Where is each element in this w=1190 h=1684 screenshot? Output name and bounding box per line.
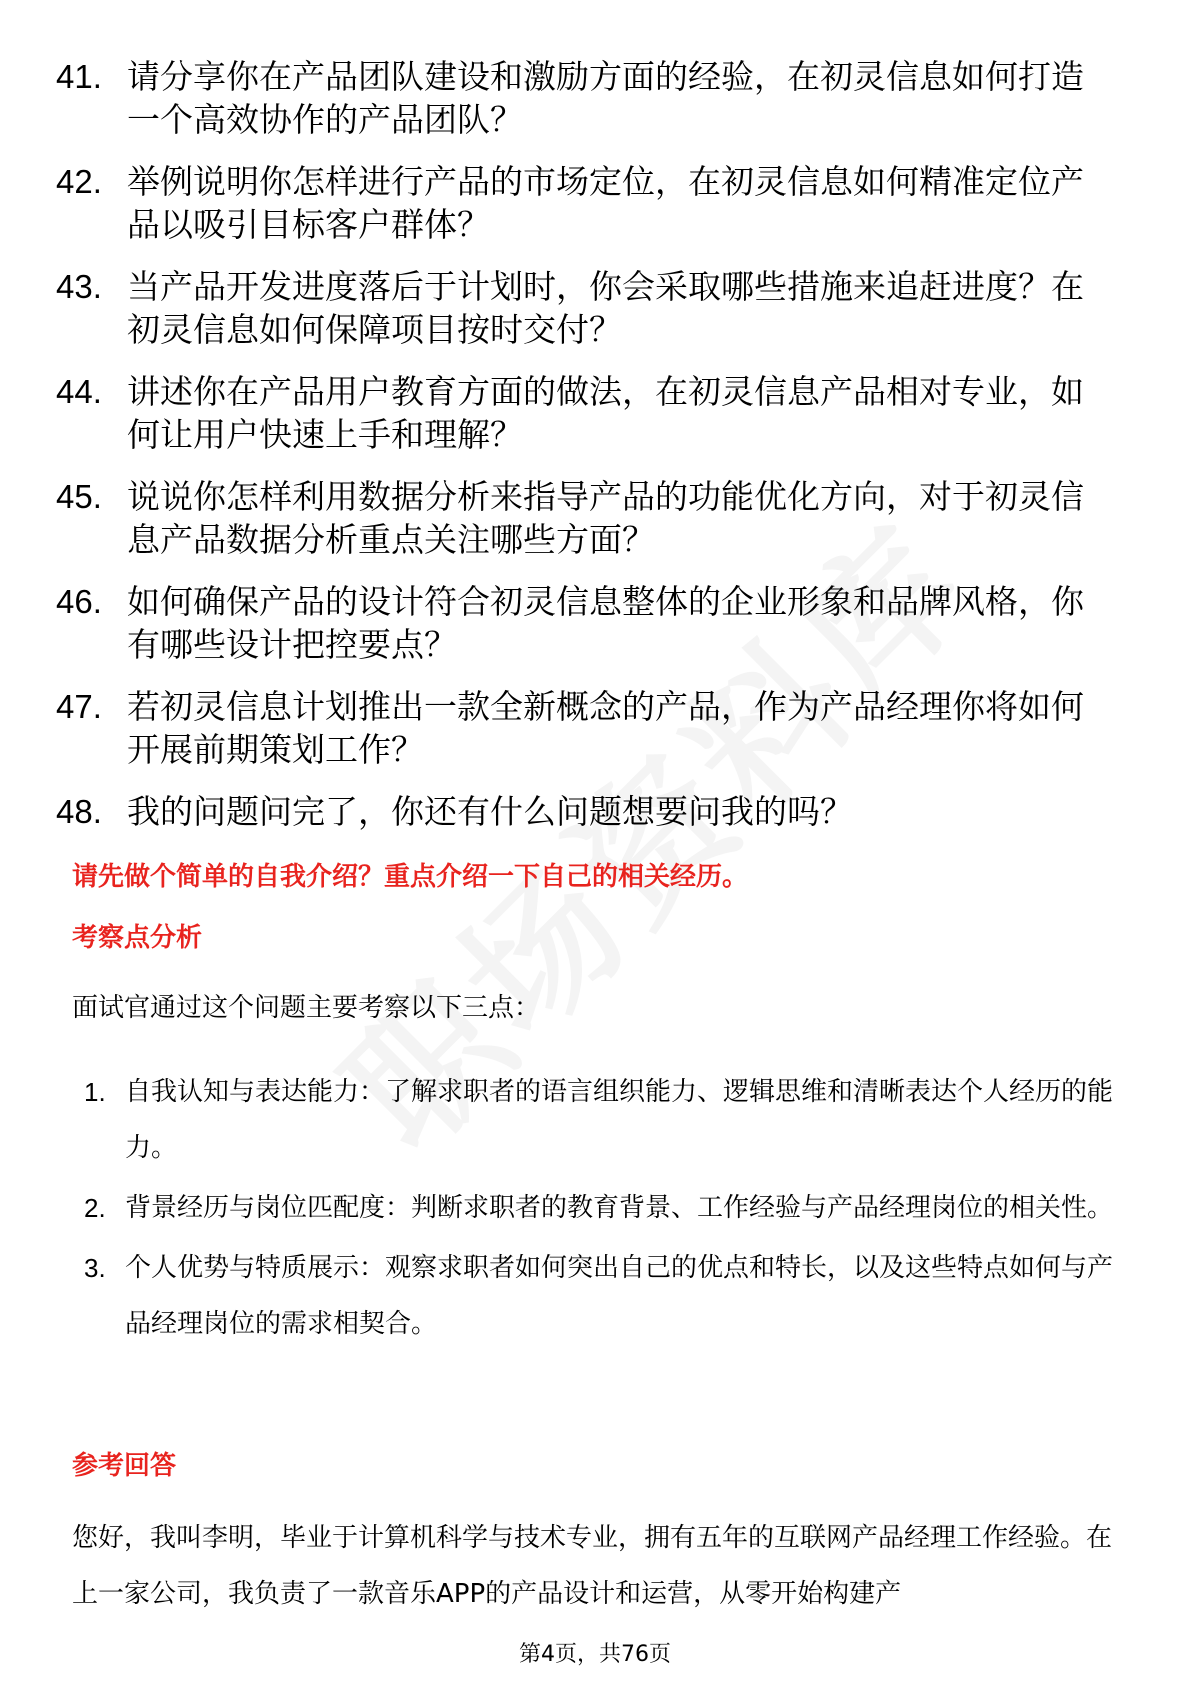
reference-heading: 参考回答 — [72, 1451, 177, 1481]
point-text: 个人优势与特质展示：观察求职者如何突出自己的优点和特长，以及这些特点如何与产品经理岗位的需求相契合。 — [125, 1253, 1114, 1339]
analysis-intro: 面试官通过这个问题主要考察以下三点： — [72, 993, 541, 1023]
question-text: 说说你怎样利用数据分析来指导产品的功能优化方向，对于初灵信息产品数据分析重点关注哪些方面？ — [127, 477, 1084, 559]
list-item — [56, 475, 1116, 561]
list-item — [56, 160, 1116, 246]
question-number: 41. — [56, 58, 102, 95]
point-number: 3. — [84, 1253, 106, 1283]
point-number: 2. — [84, 1193, 106, 1223]
question-text: 我的问题问完了，你还有什么问题想要问我的吗？ — [127, 792, 853, 831]
question-text: 请分享你在产品团队建设和激励方面的经验，在初灵信息如何打造一个高效协作的产品团队？ — [127, 57, 1084, 139]
list-item — [56, 790, 1116, 833]
list-item — [84, 1064, 1124, 1176]
analysis-points — [84, 1064, 1124, 1356]
question-number: 47. — [56, 688, 102, 725]
question-text: 若初灵信息计划推出一款全新概念的产品，作为产品经理你将如何开展前期策划工作？ — [127, 687, 1084, 769]
question-text: 举例说明你怎样进行产品的市场定位，在初灵信息如何精准定位产品以吸引目标客户群体？ — [127, 162, 1084, 244]
point-number: 1. — [84, 1077, 106, 1107]
list-item — [56, 55, 1116, 141]
question-number: 46. — [56, 583, 102, 620]
question-number: 48. — [56, 793, 102, 830]
question-number: 43. — [56, 268, 102, 305]
question-number: 42. — [56, 163, 102, 200]
list-item — [84, 1180, 1124, 1236]
list-item — [56, 370, 1116, 456]
list-item — [56, 580, 1116, 666]
question-text: 当产品开发进度落后于计划时，你会采取哪些措施来追赶进度？在初灵信息如何保障项目按时交付？ — [127, 267, 1084, 349]
list-item — [84, 1240, 1124, 1352]
featured-question: 请先做个简单的自我介绍？重点介绍一下自己的相关经历。 — [72, 862, 749, 892]
question-number: 45. — [56, 478, 102, 515]
question-list — [56, 55, 1116, 852]
list-item — [56, 265, 1116, 351]
question-text: 讲述你在产品用户教育方面的做法，在初灵信息产品相对专业，如何让用户快速上手和理解？ — [127, 372, 1084, 454]
list-item — [56, 685, 1116, 771]
question-number: 44. — [56, 373, 102, 410]
point-text: 自我认知与表达能力：了解求职者的语言组织能力、逻辑思维和清晰表达个人经历的能力。 — [125, 1077, 1114, 1163]
analysis-heading: 考察点分析 — [72, 923, 203, 953]
question-text: 如何确保产品的设计符合初灵信息整体的企业形象和品牌风格，你有哪些设计把控要点？ — [127, 582, 1084, 664]
reference-answer: 您好，我叫李明，毕业于计算机科学与技术专业，拥有五年的互联网产品经理工作经验。在上一家公司，我负责了一款音乐APP的产品设计和运营，从零开始构建产 — [72, 1523, 1113, 1609]
page-footer: 第4页，共76页 — [519, 1642, 671, 1667]
point-text: 背景经历与岗位匹配度：判断求职者的教育背景、工作经验与产品经理岗位的相关性。 — [125, 1193, 1114, 1223]
